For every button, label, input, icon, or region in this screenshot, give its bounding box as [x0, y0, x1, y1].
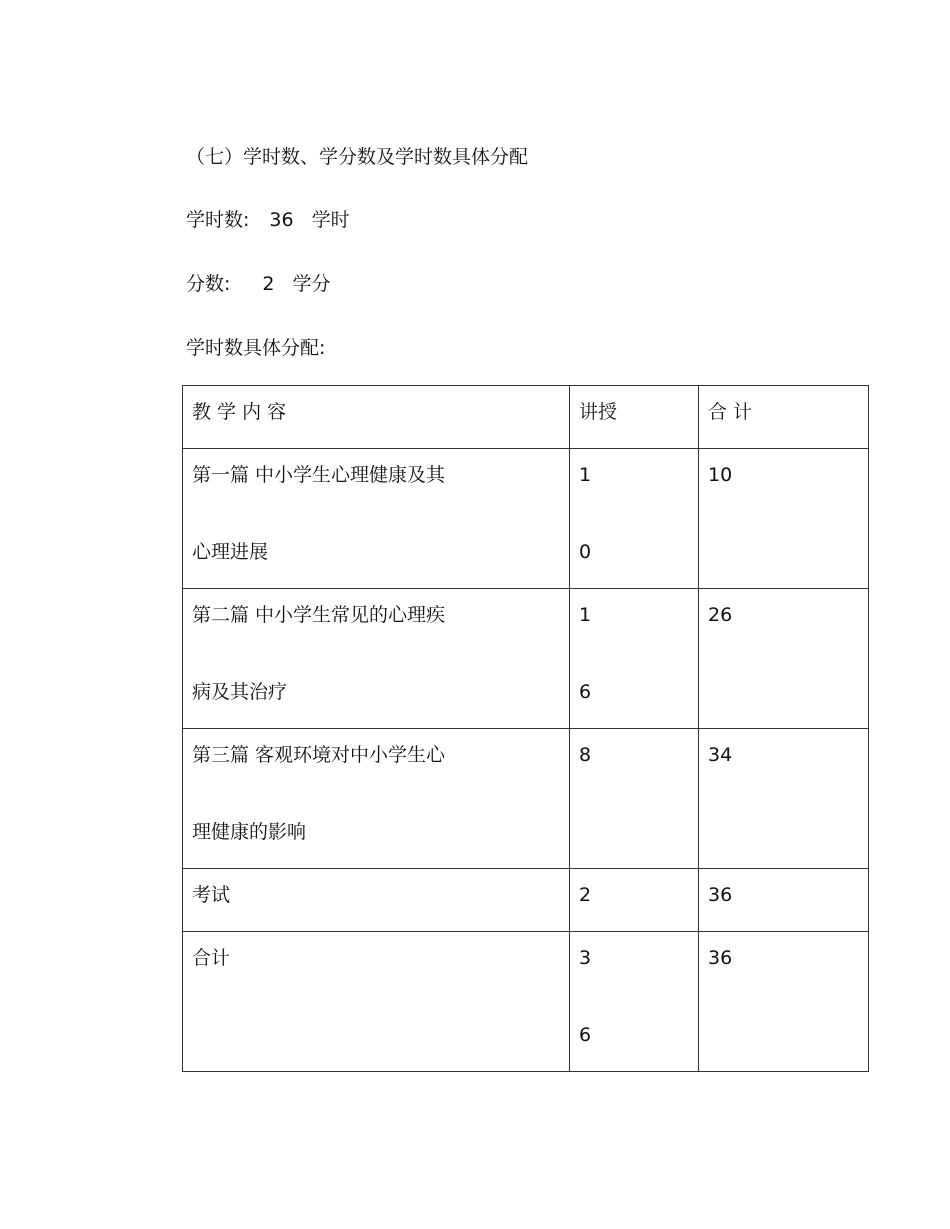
hours-distribution-table	[182, 385, 869, 1072]
total-cell	[699, 869, 869, 932]
header-total-label: 合 计	[708, 401, 753, 423]
content-line: 理健康的影响	[192, 821, 307, 843]
lecture-line: 2	[579, 884, 592, 906]
lecture-cell	[570, 449, 699, 589]
total-value: 10	[708, 464, 733, 486]
total-cell	[699, 729, 869, 869]
lecture-line: 3	[579, 947, 592, 969]
content-cell	[183, 589, 570, 729]
header-content-label: 教 学 内 容	[192, 401, 287, 423]
hours-unit: 学时	[311, 209, 350, 231]
total-cell	[699, 932, 869, 1072]
total-value: 36	[708, 947, 733, 969]
total-value: 36	[708, 884, 733, 906]
content-line: 病及其治疗	[192, 681, 288, 703]
total-value: 26	[708, 604, 733, 626]
table-row	[183, 589, 869, 729]
content-line: 心理进展	[192, 541, 269, 563]
header-lecture-label: 讲授	[579, 401, 618, 423]
hours-line	[186, 208, 350, 232]
lecture-cell	[570, 932, 699, 1072]
credits-line	[186, 272, 331, 296]
lecture-line: 6	[579, 681, 592, 703]
table-row	[183, 869, 869, 932]
section-heading: （七）学时数、学分数及学时数具体分配	[186, 146, 529, 168]
content-line: 第三篇 客观环境对中小学生心	[192, 744, 446, 766]
content-line: 第一篇 中小学生心理健康及其	[192, 464, 446, 486]
hours-value: 36	[269, 209, 294, 231]
content-cell	[183, 449, 570, 589]
lecture-line: 6	[579, 1024, 592, 1046]
lecture-line: 1	[579, 464, 592, 486]
header-total	[699, 386, 869, 449]
header-content	[183, 386, 570, 449]
table-row	[183, 932, 869, 1072]
total-value: 34	[708, 744, 733, 766]
content-cell	[183, 869, 570, 932]
table-row	[183, 729, 869, 869]
table-header-row	[183, 386, 869, 449]
content-cell	[183, 932, 570, 1072]
content-line: 考试	[192, 884, 231, 906]
credits-label: 分数:	[186, 273, 231, 295]
lecture-line: 0	[579, 541, 592, 563]
hours-label: 学时数:	[186, 209, 250, 231]
content-line: 第二篇 中小学生常见的心理疾	[192, 604, 446, 626]
total-cell	[699, 449, 869, 589]
lecture-cell	[570, 729, 699, 869]
table-row	[183, 449, 869, 589]
credits-value: 2	[262, 273, 275, 295]
content-line: 合计	[192, 947, 231, 969]
lecture-line: 1	[579, 604, 592, 626]
header-lecture	[570, 386, 699, 449]
content-cell	[183, 729, 570, 869]
lecture-cell	[570, 869, 699, 932]
total-cell	[699, 589, 869, 729]
distribution-label: 学时数具体分配:	[186, 337, 326, 359]
lecture-line: 8	[579, 744, 592, 766]
lecture-cell	[570, 589, 699, 729]
credits-unit: 学分	[292, 273, 331, 295]
